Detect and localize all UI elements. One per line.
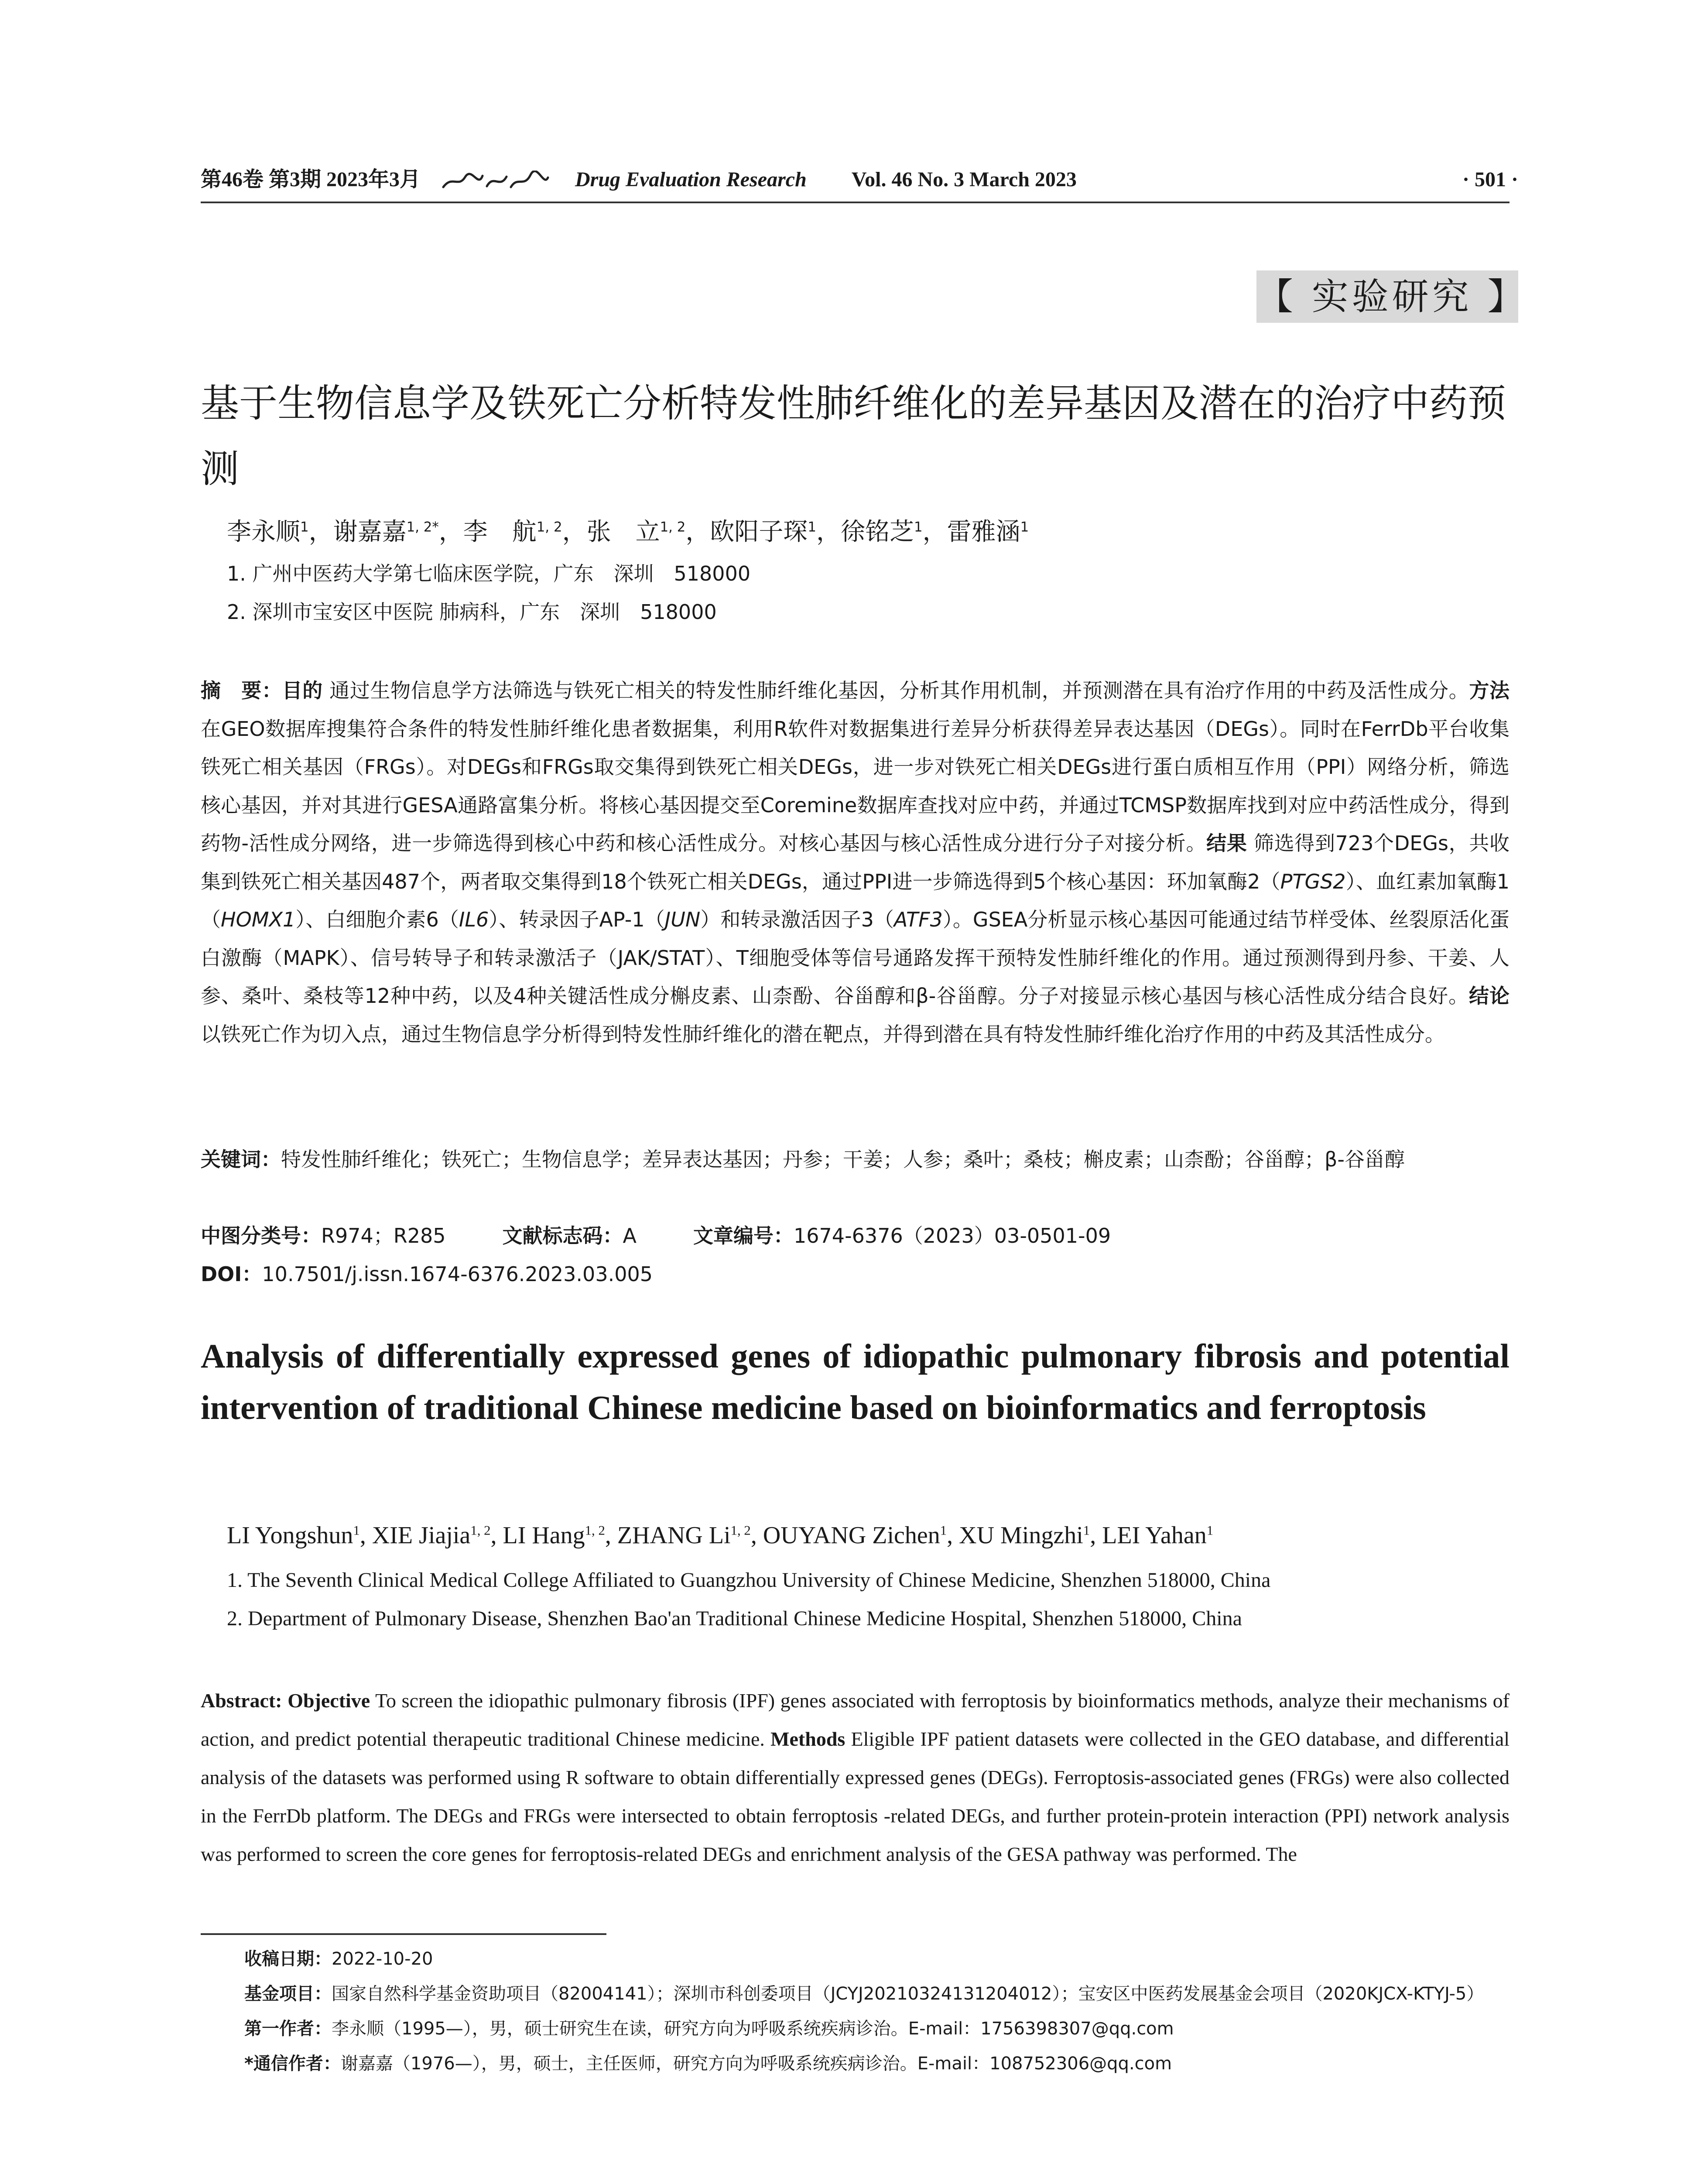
cn-conclusion-label: 结论 <box>1469 984 1510 1008</box>
journal-calligraphy-logo <box>439 171 552 192</box>
header-rule <box>201 202 1509 203</box>
running-header <box>201 167 1509 193</box>
en-title: Analysis of differentially expressed genes of idiopathic pulmonary fibrosis and potential intervention of traditional Chinese medicine based on bioinformatics and ferroptosis <box>201 1337 1509 1426</box>
cn-author: 张 立 <box>586 518 660 546</box>
en-methods-label: Methods <box>770 1728 845 1750</box>
cn-author-list: 李永顺$^1$，谢嘉嘉$^{1, 2*}$，李 航$^{1, 2}$，张 立$^{1, 2}$，欧阳子琛$^1$，徐铭芝$^1$，雷雅涵$^1$ <box>227 518 1029 546</box>
footnote-funding: 基金项目：国家自然科学基金资助项目（82004141）；深圳市科创委项目（JCYJ20210324131204012）；宝安区中医药发展基金会项目（2020KJCX-KTYJ-5） <box>244 1984 1484 2004</box>
gene-name: JUN <box>664 908 701 931</box>
en-abstract-label: Abstract: <box>201 1689 282 1712</box>
cn-keywords-text: 特发性肺纤维化；铁死亡；生物信息学；差异表达基因；丹参；干姜；人参；桑叶；桑枝；槲皮素；山柰酚；谷甾醇；β-谷甾醇 <box>281 1148 1405 1171</box>
issue-cn: 第46卷 第3期 2023年3月 <box>201 168 421 191</box>
cn-author: 李永顺 <box>227 518 300 546</box>
gene-name: ATF3 <box>893 908 943 931</box>
cn-author: 谢嘉嘉 <box>333 518 407 546</box>
en-author: LI Hang <box>503 1522 585 1549</box>
en-author: OUYANG Zichen <box>763 1522 940 1549</box>
cn-keywords <box>201 1141 1509 1179</box>
en-methods-text: Eligible IPF patient datasets were collected in the GEO database, and differential analysis of the datasets was performed using R software to obtain differentially expressed genes (DEGs). Ferroptosis-associated genes (FRGs) were also collected in the FerrDb platform. The DEGs and FRGs were intersected to obtain ferroptosis -related DEGs, and further protein-protein interaction (PPI) network analysis was performed to screen the core genes for ferroptosis-related DEGs and enrichment analysis of the GESA pathway was performed. The <box>201 1728 1510 1865</box>
classification-line: 中图分类号：R974；R285 文献标志码：A 文章编号：1674-6376（2023）03-0501-09 <box>201 1224 1111 1248</box>
cn-author: 欧阳子琛 <box>710 518 808 546</box>
cn-title: 基于生物信息学及铁死亡分析特发性肺纤维化的差异基因及潜在的治疗中药预测 <box>201 381 1506 491</box>
en-objective-label: Objective <box>288 1689 370 1712</box>
clc-code: R974；R285 <box>321 1224 446 1248</box>
footnote-first-author: 第一作者：李永顺（1995—），男，硕士研究生在读，研究方向为呼吸系统疾病诊治。E-mail：1756398307@qq.com <box>244 2019 1174 2039</box>
footnote-rule <box>201 1933 606 1935</box>
section-tag: 【 实验研究 】 <box>1256 270 1518 323</box>
en-author: XIE Jiajia <box>372 1522 471 1549</box>
en-affiliation: 1. The Seventh Clinical Medical College Affiliated to Guangzhou University of Chinese Medicine, Shenzhen 518000, China <box>227 1569 1271 1592</box>
cn-methods-text: 在GEO数据库搜集符合条件的特发性肺纤维化患者数据集，利用R软件对数据集进行差异分析获得差异表达基因（DEGs）。同时在FerrDb平台收集铁死亡相关基因（FRGs）。对DEGs和FRGs取交集得到铁死亡相关DEGs，进一步对铁死亡相关DEGs进行蛋白质相互作用（PPI）网络分析，筛选核心基因，并对其进行GESA通路富集分析。将核心基因提交至Coremine数据库查找对应中药，并通过TCMSP数据库找到对应中药活性成分，得到药物-活性成分网络，进一步筛选得到核心中药和核心活性成分。对核心基因与核心活性成分进行分子对接分析。 <box>201 717 1509 855</box>
doi-line: DOI：10.7501/j.issn.1674-6376.2023.03.005 <box>201 1262 653 1286</box>
footnote-received: 收稿日期：2022-10-20 <box>244 1949 433 1969</box>
gene-name: IL6 <box>459 908 489 931</box>
article-number: 1674-6376（2023）03-0501-09 <box>794 1224 1111 1248</box>
en-abstract <box>201 1682 1509 1873</box>
en-objective-text: To screen the idiopathic pulmonary fibrosis (IPF) genes associated with ferroptosis by bioinformatics methods, analyze their mechanisms of action, and predict potential therapeutic traditional Chinese medicine. <box>201 1689 1509 1750</box>
cn-author: 徐铭芝 <box>840 518 914 546</box>
cn-author: 雷雅涵 <box>947 518 1020 546</box>
cn-keywords-label: 关键词： <box>201 1148 281 1171</box>
en-affiliation: 2. Department of Pulmonary Disease, Shenzhen Bao'an Traditional Chinese Medicine Hospital, Shenzhen 518000, China <box>227 1607 1242 1630</box>
document-code: A <box>623 1224 637 1248</box>
en-author: ZHANG Li <box>617 1522 731 1549</box>
cn-methods-label: 方法 <box>1469 679 1510 702</box>
gene-name: PTGS2 <box>1280 869 1346 893</box>
cn-objective-text: 通过生物信息学方法筛选与铁死亡相关的特发性肺纤维化基因，分析其作用机制，并预测潜在具有治疗作用的中药及活性成分。 <box>329 679 1469 702</box>
cn-author: 李 航 <box>463 518 537 546</box>
doi: 10.7501/j.issn.1674-6376.2023.03.005 <box>262 1262 653 1286</box>
en-author: LEI Yahan <box>1102 1522 1207 1549</box>
footnote-corresponding-author: *通信作者：谢嘉嘉（1976—），男，硕士，主任医师，研究方向为呼吸系统疾病诊治。E-mail：108752306@qq.com <box>244 2054 1172 2074</box>
cn-conclusion-text: 以铁死亡作为切入点，通过生物信息学分析得到特发性肺纤维化的潜在靶点，并得到潜在具有特发性肺纤维化治疗作用的中药及其活性成分。 <box>201 1022 1445 1046</box>
issue-en: Vol. 46 No. 3 March 2023 <box>851 168 1077 191</box>
en-author: XU Mingzhi <box>959 1522 1083 1549</box>
en-author: LI Yongshun <box>227 1522 353 1549</box>
cn-abstract-label: 摘 要： <box>201 679 282 702</box>
cn-results-label: 结果 <box>1206 831 1247 855</box>
en-author-list: LI Yongshun$^1$, XIE Jiajia$^{1, 2}$, LI Hang$^{1, 2}$, ZHANG Li$^{1, 2}$, OUYANG Zichen$^1$, XU Mingzhi$^1$, LEI Yahan$^1$ <box>227 1522 1214 1549</box>
gene-name: HOMX1 <box>221 908 296 931</box>
cn-affiliation: 1. 广州中医药大学第七临床医学院，广东 深圳 518000 <box>227 562 751 585</box>
cn-abstract: 摘 要：目的 通过生物信息学方法筛选与铁死亡相关的特发性肺纤维化基因，分析其作用机制，并预测潜在具有治疗作用的中药及活性成分。方法 在GEO数据库搜集符合条件的特发性肺纤维化患者数据集，利用R软件对数据集进行差异分析获得差异表达基因（DEGs）。同时在FerrDb平台收集铁死亡相关基因（FRGs）。对DEGs和FRGs取交集得到铁死亡相关DEGs，进一步对铁死亡相关DEGs进行蛋白质相互作用（PPI）网络分析，筛选核心基因，并对其进行GESA通路富集分析。将核心基因提交至Coremine数据库查找对应中药，并通过TCMSP数据库找到对应中药活性成分，得到药物-活性成分网络，进一步筛选得到核心中药和核心活性成分。对核心基因与核心活性成分进行分子对接分析。结果 筛选得到723个DEGs，共收集到铁死亡相关基因487个，两者取交集得到18个铁死亡相关DEGs，通过PPI进一步筛选得到5个核心基因：环加氧酶2（PTGS2）、血红素加氧酶1（HOMX1）、白细胞介素6（IL6）、转录因子AP-1（JUN）和转录激活因子3（ATF3）。GSEA分析显示核心基因可能通过结节样受体、丝裂原活化蛋白激酶（MAPK）、信号转导子和转录激活子（JAK/STAT）、T细胞受体等信号通路发挥干预特发性肺纤维化的作用。通过预测得到丹参、干姜、人参、桑叶、桑枝等12种中药，以及4种关键活性成分槲皮素、山柰酚、谷甾醇和β-谷甾醇。分子对接显示核心基因与核心活性成分结合良好。结论 以铁死亡作为切入点，通过生物信息学分析得到特发性肺纤维化的潜在靶点，并得到潜在具有特发性肺纤维化治疗作用的中药及其活性成分。 <box>201 679 1510 1046</box>
cn-affiliation: 2. 深圳市宝安区中医院 肺病科，广东 深圳 518000 <box>227 600 717 624</box>
cn-objective-label: 目的 <box>282 679 323 702</box>
journal-name-en: Drug Evaluation Research <box>575 168 807 191</box>
page-number: · 501 · <box>1462 168 1518 191</box>
footnotes <box>244 1945 1509 2085</box>
